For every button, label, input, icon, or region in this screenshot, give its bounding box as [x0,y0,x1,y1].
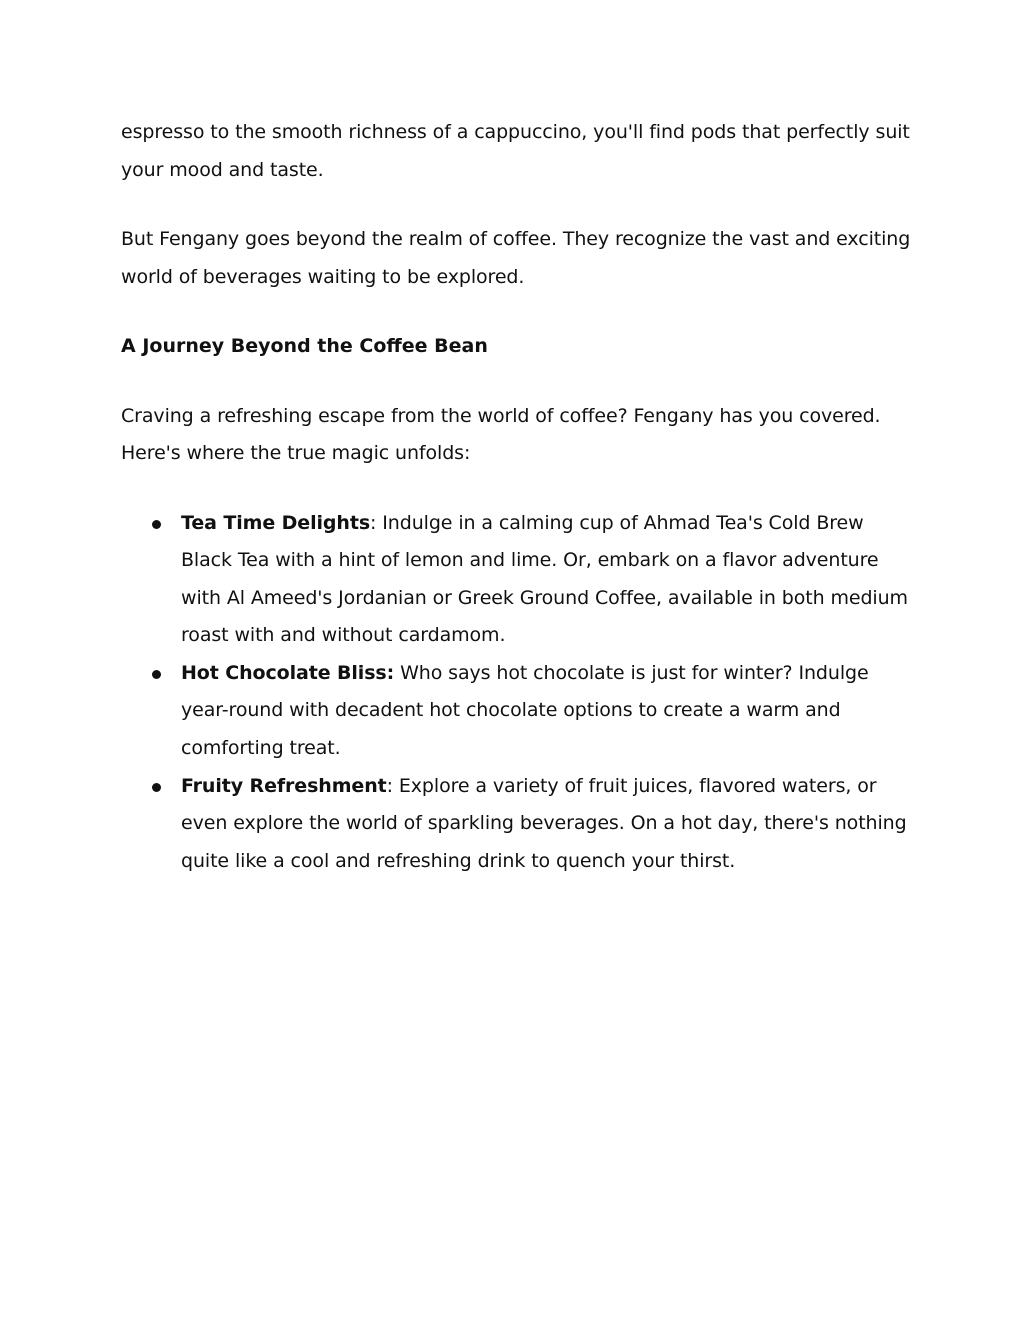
list-item-title: Fruity Refreshment [181,774,387,797]
paragraph-section-intro: Craving a refreshing escape from the world of coffee? Fengany has you covered. Here's where the true magic unfolds: [121,404,881,464]
bullet-icon [152,520,161,529]
section-heading: A Journey Beyond the Coffee Bean [121,335,488,357]
list-item-title: Tea Time Delights [181,511,371,534]
list-item-text: Who says hot chocolate is just for winter? Indulge year-round with decadent hot chocolate options to create a warm and comforting treat. [181,661,869,760]
list-item-hot-chocolate [121,655,911,768]
document-page [121,114,911,880]
paragraph-beyond-coffee: But Fengany goes beyond the realm of coffee. They recognize the vast and exciting world of beverages waiting to be explored. [121,228,911,288]
list-item-text: Indulge in a calming cup of Ahmad Tea's Cold Brew Black Tea with a hint of lemon and lime. Or, embark on a flavor adventure with Al Ameed's Jordanian or Greek Ground Coffee, available in both medium roast with and without cardamom. [181,511,908,647]
bullet-icon [152,783,161,792]
list-item-separator: : [386,774,399,797]
beverage-list [121,505,911,881]
list-item-tea [121,505,911,655]
bullet-icon [152,670,161,679]
list-item-fruity [121,768,911,881]
list-item-separator: : [370,511,383,534]
paragraph-coffee-pods: espresso to the smooth richness of a cappuccino, you'll find pods that perfectly suit your mood and taste. [121,121,910,181]
list-item-title: Hot Chocolate Bliss: [181,661,395,684]
list-item-text: Explore a variety of fruit juices, flavored waters, or even explore the world of sparkling beverages. On a hot day, there's nothing quite like a cool and refreshing drink to quench your thirst. [181,774,907,872]
